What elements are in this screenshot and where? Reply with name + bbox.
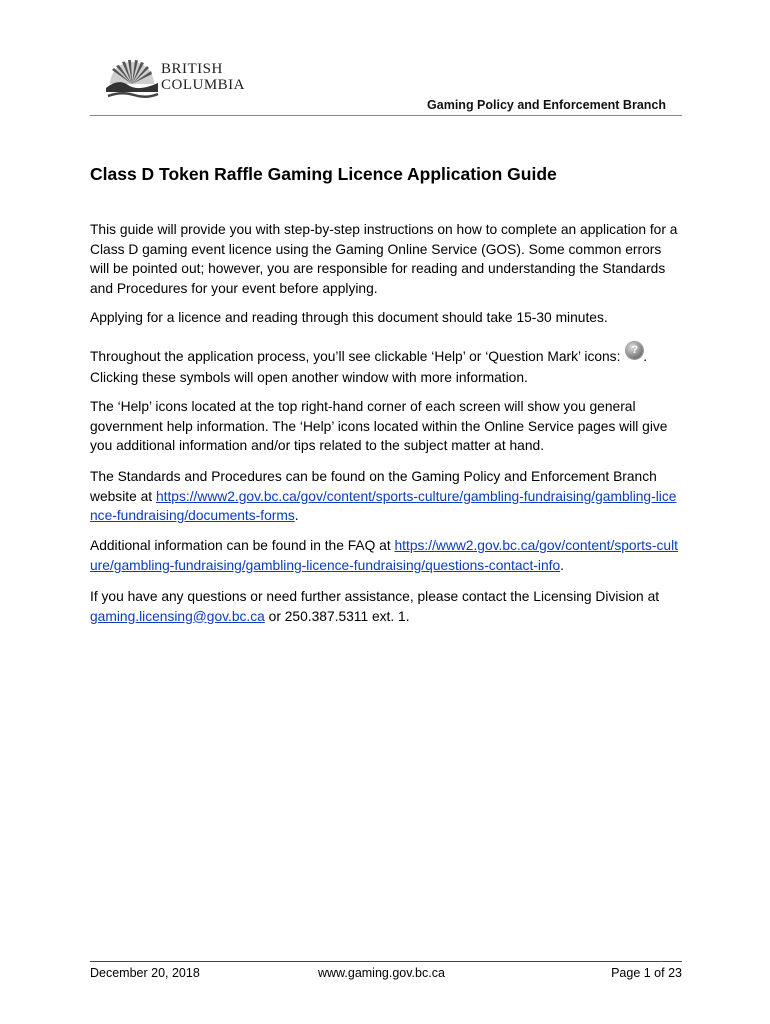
help-locations-paragraph: The ‘Help’ icons located at the top right-hand corner of each screen will show you general government help information. The ‘Help’ icons located within the Online Service pages will give you additional information and/or tips related to the subject matter at hand. [90,399,668,453]
help-icons-paragraph [90,344,682,388]
contact-email-link[interactable]: gaming.licensing@gov.bc.ca [90,608,265,624]
intro-paragraph: This guide will provide you with step-by-step instructions on how to complete an application for a Class D gaming event licence using the Gaming Online Service (GOS). Some common errors will be pointed out; however, you are responsible for reading and understanding the Standards and Procedures for your event before applying. [90,222,678,296]
contact-paragraph [90,587,682,626]
standards-paragraph [90,467,682,526]
duration-paragraph: Applying for a licence and reading through this document should take 15-30 minutes. [90,310,608,325]
logo-text-line2: COLUMBIA [161,77,246,93]
help-icons-text-end: . [643,349,648,364]
footer-page-number: Page 1 of 23 [611,966,682,980]
help-icons-text-line2: Clicking these symbols will open another window with more information. [90,370,528,385]
standards-text-end: . [294,508,299,523]
footer-date: December 20, 2018 [90,966,200,980]
help-question-icon[interactable]: ? [626,342,643,359]
faq-text-end: . [560,557,564,573]
faq-link[interactable]: https://www2.gov.bc.ca/gov/content/sports-culture/gambling-fundraising/gambling-licence-fundraising/questions-contact-info [90,538,678,573]
logo-text-line1: BRITISH [161,61,223,77]
header-divider [90,115,682,116]
branch-name: Gaming Policy and Enforcement Branch [427,98,666,112]
standards-link[interactable]: https://www2.gov.bc.ca/gov/content/sports-culture/gambling-fundraising/gambling-licence-fundraising/documents-forms [90,488,677,523]
page-title: Class D Token Raffle Gaming Licence Application Guide [90,164,557,184]
bc-logo-icon [104,58,160,102]
bc-logo [104,58,254,102]
footer-website: www.gaming.gov.bc.ca [318,966,445,980]
help-icons-text: Throughout the application process, you’ll see clickable ‘Help’ or ‘Question Mark’ icons: [90,349,625,364]
faq-paragraph [90,536,682,575]
faq-text: Additional information can be found in the FAQ at [90,538,395,553]
contact-text: If you have any questions or need further assistance, please contact the Licensing Division at [90,589,660,604]
standards-text: The Standards and Procedures can be found on the Gaming Policy and Enforcement Branch website at [90,469,657,504]
footer-divider [90,961,682,962]
contact-text-end: or 250.387.5311 ext. 1. [264,608,410,624]
